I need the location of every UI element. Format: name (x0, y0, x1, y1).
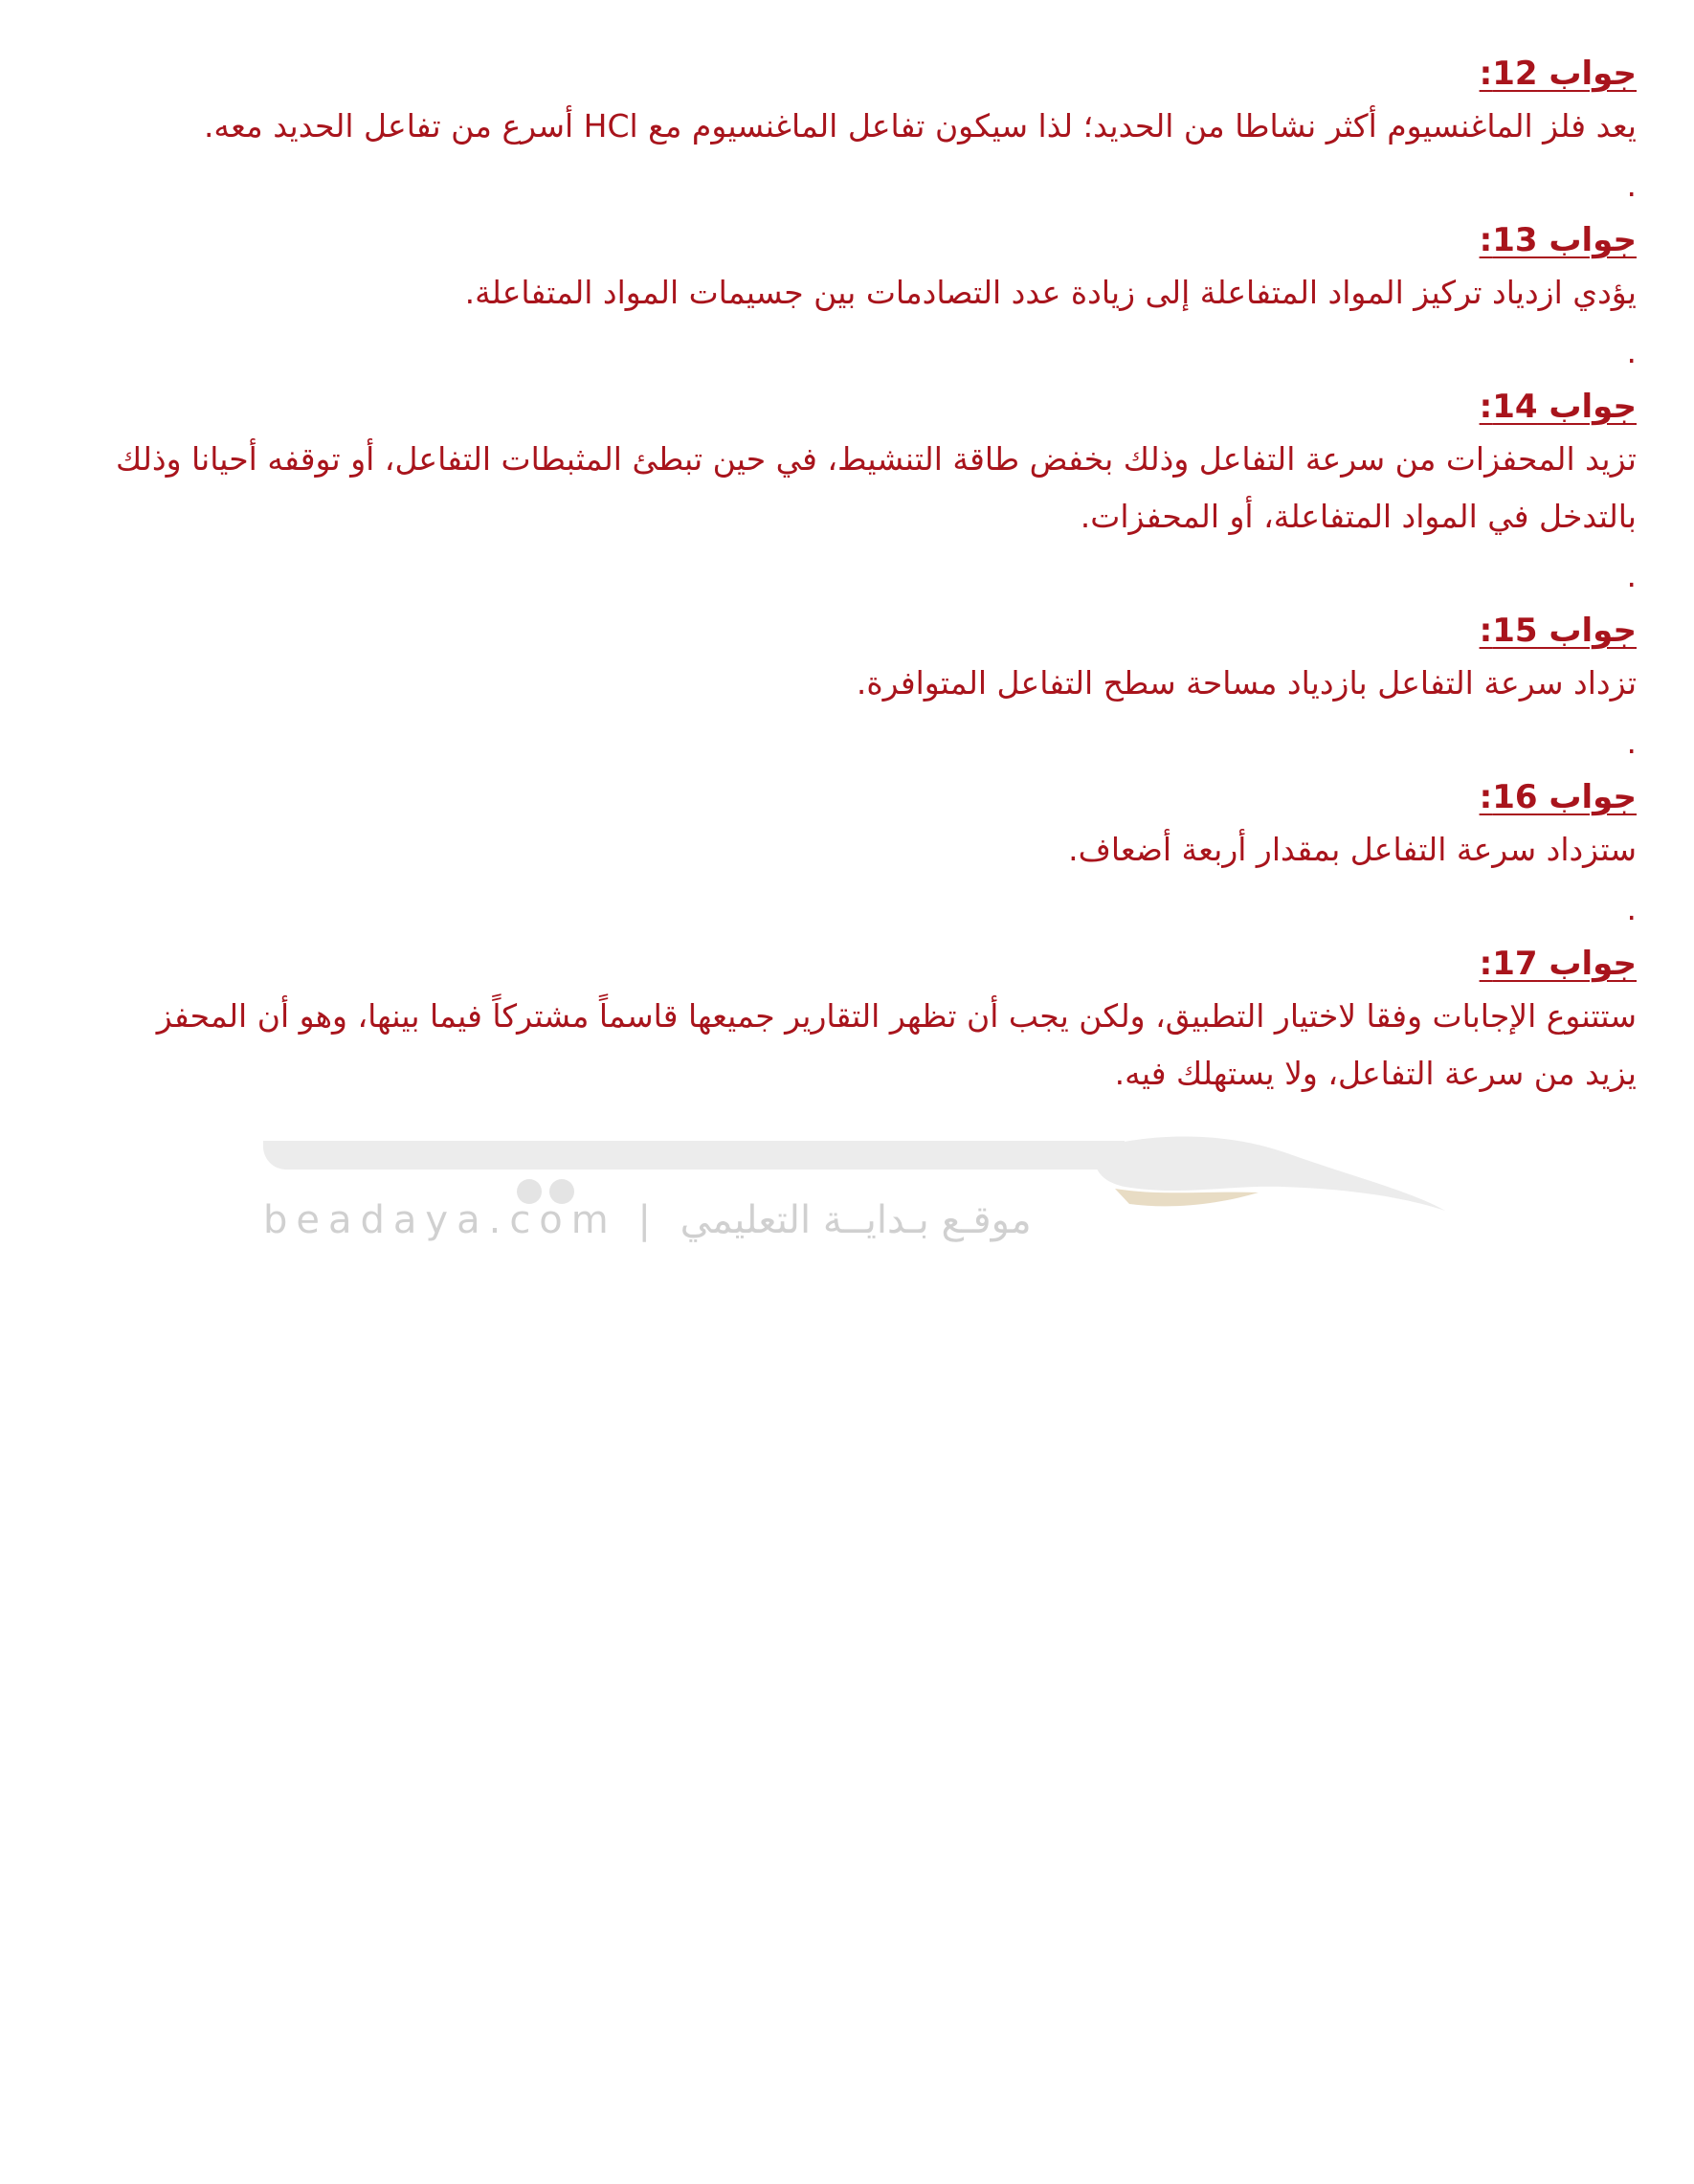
answer-14 (77, 383, 1637, 607)
answer-separator: . (1626, 557, 1637, 594)
answer-text: تزيد المحفزات من سرعة التفاعل وذلك بخفض طاقة التنشيط، في حين تبطئ المثبطات التفاعل، أو توقفه أحيانا وذلك (116, 440, 1637, 478)
answer-12 (77, 50, 1637, 216)
answer-15 (77, 607, 1637, 773)
watermark-logo-bar (263, 1141, 1125, 1170)
answers-list (77, 50, 1637, 1103)
watermark (230, 1129, 1474, 1273)
answer-separator: . (1626, 724, 1637, 761)
answer-heading: جواب 16: (1479, 778, 1637, 816)
answer-13 (77, 216, 1637, 383)
watermark-swoosh-icon (1086, 1129, 1450, 1235)
answer-17 (77, 940, 1637, 1103)
answer-heading: جواب 17: (1479, 945, 1637, 983)
answer-separator: . (1626, 890, 1637, 927)
answer-text: تزداد سرعة التفاعل بازدياد مساحة سطح التفاعل المتوافرة. (856, 664, 1637, 702)
answer-text: يعد فلز الماغنسيوم أكثر نشاطا من الحديد؛ لذا سيكون تفاعل الماغنسيوم مع HCl أسرع من تفاعل الحديد معه. (203, 107, 1637, 145)
answer-separator: . (1626, 333, 1637, 370)
answer-heading: جواب 14: (1479, 388, 1637, 426)
answer-heading: جواب 15: (1479, 612, 1637, 650)
answer-text: بالتدخل في المواد المتفاعلة، أو المحفزات. (1080, 498, 1637, 535)
answer-text: يزيد من سرعة التفاعل، ولا يستهلك فيه. (1114, 1055, 1637, 1092)
answer-heading: جواب 13: (1479, 221, 1637, 259)
answer-text: ستزداد سرعة التفاعل بمقدار أربعة أضعاف. (1068, 831, 1637, 868)
answer-text: يؤدي ازدياد تركيز المواد المتفاعلة إلى زيادة عدد التصادمات بين جسيمات المواد المتفاعلة. (464, 274, 1637, 311)
watermark-text: beadaya.com | موقـع بـدايــة التعليمي (263, 1198, 1032, 1242)
answer-16 (77, 773, 1637, 940)
answer-text: ستتنوع الإجابات وفقا لاختيار التطبيق، ولكن يجب أن تظهر التقارير جميعها قاسماً مشتركاً فيما بينها، وهو أن المحفز (156, 997, 1637, 1035)
answer-separator: . (1626, 167, 1637, 204)
answer-heading: جواب 12: (1479, 55, 1637, 93)
